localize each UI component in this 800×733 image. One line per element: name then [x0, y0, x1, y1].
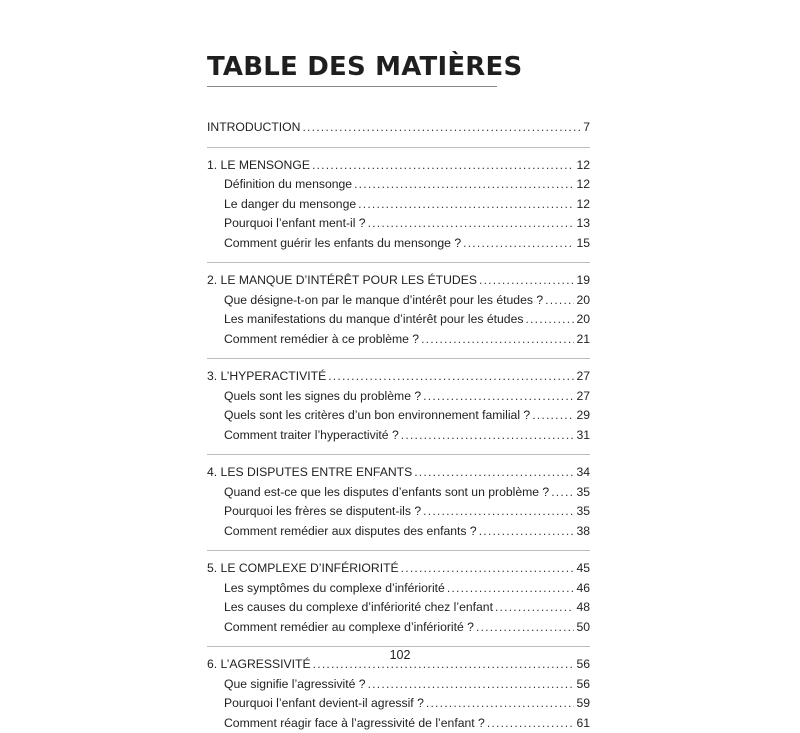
- toc-section: [207, 454, 590, 541]
- toc-entry-label: Le danger du mensonge: [224, 195, 356, 215]
- dot-leader: [545, 291, 574, 311]
- toc-section: [207, 358, 590, 445]
- dot-leader: [423, 502, 574, 522]
- dot-leader: [414, 463, 574, 483]
- dot-leader: [463, 234, 574, 254]
- toc-entry-page: 45: [576, 559, 590, 579]
- toc-chapter-entry[interactable]: [207, 559, 590, 579]
- toc-entry-page: 31: [576, 426, 590, 446]
- toc-entry-page: 12: [576, 156, 590, 176]
- dot-leader: [551, 483, 574, 503]
- dot-leader: [476, 618, 574, 638]
- toc-entry-page: 50: [576, 618, 590, 638]
- toc-subentry[interactable]: [207, 598, 590, 618]
- toc-subentry[interactable]: [207, 291, 590, 311]
- toc-entry-label: Quels sont les signes du problème ?: [224, 387, 421, 407]
- toc-entry-label: Comment remédier au complexe d’infériorité ?: [224, 618, 474, 638]
- toc-entry-label: Comment remédier à ce problème ?: [224, 330, 419, 350]
- toc-subentry[interactable]: [207, 618, 590, 638]
- dot-leader: [532, 406, 574, 426]
- toc-subentry[interactable]: [207, 675, 590, 695]
- toc-chapter-entry[interactable]: [207, 463, 590, 483]
- toc-entry-label: 2. LE MANQUE D’INTÉRÊT POUR LES ÉTUDES: [207, 271, 477, 291]
- toc-entry-label: Que désigne-t-on par le manque d’intérêt pour les études ?: [224, 291, 543, 311]
- toc-entry-page: 61: [576, 714, 590, 733]
- toc-entry-label: Comment réagir face à l’agressivité de l’enfant ?: [224, 714, 485, 733]
- toc-entry-label: 1. LE MENSONGE: [207, 156, 310, 176]
- page-title: TABLE DES MATIÈRES: [207, 50, 522, 84]
- toc-subentry[interactable]: [207, 330, 590, 350]
- toc-subentry[interactable]: [207, 502, 590, 522]
- dot-leader: [328, 367, 574, 387]
- toc-entry-label: 4. LES DISPUTES ENTRE ENFANTS: [207, 463, 412, 483]
- toc-section: [207, 550, 590, 637]
- toc-entry-label: 6. L’AGRESSIVITÉ: [207, 655, 311, 675]
- toc-entry-page: 29: [576, 406, 590, 426]
- toc-subentry[interactable]: [207, 579, 590, 599]
- toc-entry-page: 35: [576, 483, 590, 503]
- toc-entry-label: 5. LE COMPLEXE D’INFÉRIORITÉ: [207, 559, 399, 579]
- dot-leader: [479, 522, 575, 542]
- toc-entry-introduction[interactable]: [207, 118, 590, 138]
- toc-entry-label: Que signifie l’agressivité ?: [224, 675, 366, 695]
- toc-entry-page: 13: [576, 214, 590, 234]
- toc-entry-label: Définition du mensonge: [224, 175, 352, 195]
- toc-subentry[interactable]: [207, 483, 590, 503]
- toc-entry-page: 56: [576, 675, 590, 695]
- dot-leader: [368, 675, 575, 695]
- toc-entry-label: Les causes du complexe d’infériorité chez l’enfant: [224, 598, 493, 618]
- dot-leader: [426, 694, 575, 714]
- toc-entry-label: Pourquoi l’enfant devient-il agressif ?: [224, 694, 424, 714]
- toc-subentry[interactable]: [207, 426, 590, 446]
- toc-subentry[interactable]: [207, 522, 590, 542]
- toc-chapter-entry[interactable]: [207, 367, 590, 387]
- toc-entry-label: Comment guérir les enfants du mensonge ?: [224, 234, 461, 254]
- toc-entry-page: 19: [576, 271, 590, 291]
- toc-entry-label: Les symptômes du complexe d’infériorité: [224, 579, 445, 599]
- toc-subentry[interactable]: [207, 387, 590, 407]
- dot-leader: [312, 156, 574, 176]
- toc-entry-label: Quels sont les critères d’un bon environnement familial ?: [224, 406, 530, 426]
- toc-subentry[interactable]: [207, 714, 590, 733]
- toc-entry-page: 35: [576, 502, 590, 522]
- toc-entry-page: 12: [576, 175, 590, 195]
- toc-subentry[interactable]: [207, 310, 590, 330]
- toc-chapter-entry[interactable]: [207, 271, 590, 291]
- dot-leader: [358, 195, 574, 215]
- toc-chapter-entry[interactable]: [207, 156, 590, 176]
- toc-section: [207, 147, 590, 254]
- toc-entry-page: 46: [576, 579, 590, 599]
- toc-entry-page: 7: [583, 118, 590, 138]
- dot-leader: [423, 387, 574, 407]
- dot-leader: [479, 271, 574, 291]
- dot-leader: [401, 559, 575, 579]
- toc-entry-label: 3. L’HYPERACTIVITÉ: [207, 367, 326, 387]
- dot-leader: [302, 118, 581, 138]
- toc-subentry[interactable]: [207, 694, 590, 714]
- toc-entry-page: 38: [576, 522, 590, 542]
- toc-subentry[interactable]: [207, 234, 590, 254]
- dot-leader: [495, 598, 574, 618]
- toc-subentry[interactable]: [207, 175, 590, 195]
- toc-entry-label: Pourquoi les frères se disputent-ils ?: [224, 502, 421, 522]
- toc-entry-page: 48: [576, 598, 590, 618]
- dot-leader: [525, 310, 574, 330]
- toc-subentry[interactable]: [207, 195, 590, 215]
- toc-entry-page: 27: [576, 367, 590, 387]
- dot-leader: [421, 330, 574, 350]
- dot-leader: [447, 579, 575, 599]
- toc-section: [207, 262, 590, 349]
- toc-entry-label: INTRODUCTION: [207, 118, 300, 138]
- toc-subentry[interactable]: [207, 406, 590, 426]
- title-underline: [207, 86, 497, 87]
- toc-entry-page: 12: [576, 195, 590, 215]
- toc-entry-label: Comment remédier aux disputes des enfants ?: [224, 522, 477, 542]
- dot-leader: [401, 426, 575, 446]
- toc-entry-label: Les manifestations du manque d’intérêt pour les études: [224, 310, 523, 330]
- page-number: 102: [0, 648, 800, 662]
- dot-leader: [368, 214, 575, 234]
- table-of-contents: [207, 118, 590, 733]
- toc-entry-label: Quand est-ce que les disputes d’enfants sont un problème ?: [224, 483, 549, 503]
- toc-entry-page: 20: [576, 310, 590, 330]
- dot-leader: [487, 714, 575, 733]
- toc-entry-page: 15: [576, 234, 590, 254]
- toc-entry-page: 56: [576, 655, 590, 675]
- toc-entry-label: Comment traiter l’hyperactivité ?: [224, 426, 399, 446]
- toc-entry-page: 21: [576, 330, 590, 350]
- toc-entry-page: 59: [576, 694, 590, 714]
- toc-entry-page: 27: [576, 387, 590, 407]
- toc-entry-page: 34: [576, 463, 590, 483]
- toc-entry-page: 20: [576, 291, 590, 311]
- toc-entry-label: Pourquoi l’enfant ment-il ?: [224, 214, 366, 234]
- toc-subentry[interactable]: [207, 214, 590, 234]
- dot-leader: [354, 175, 574, 195]
